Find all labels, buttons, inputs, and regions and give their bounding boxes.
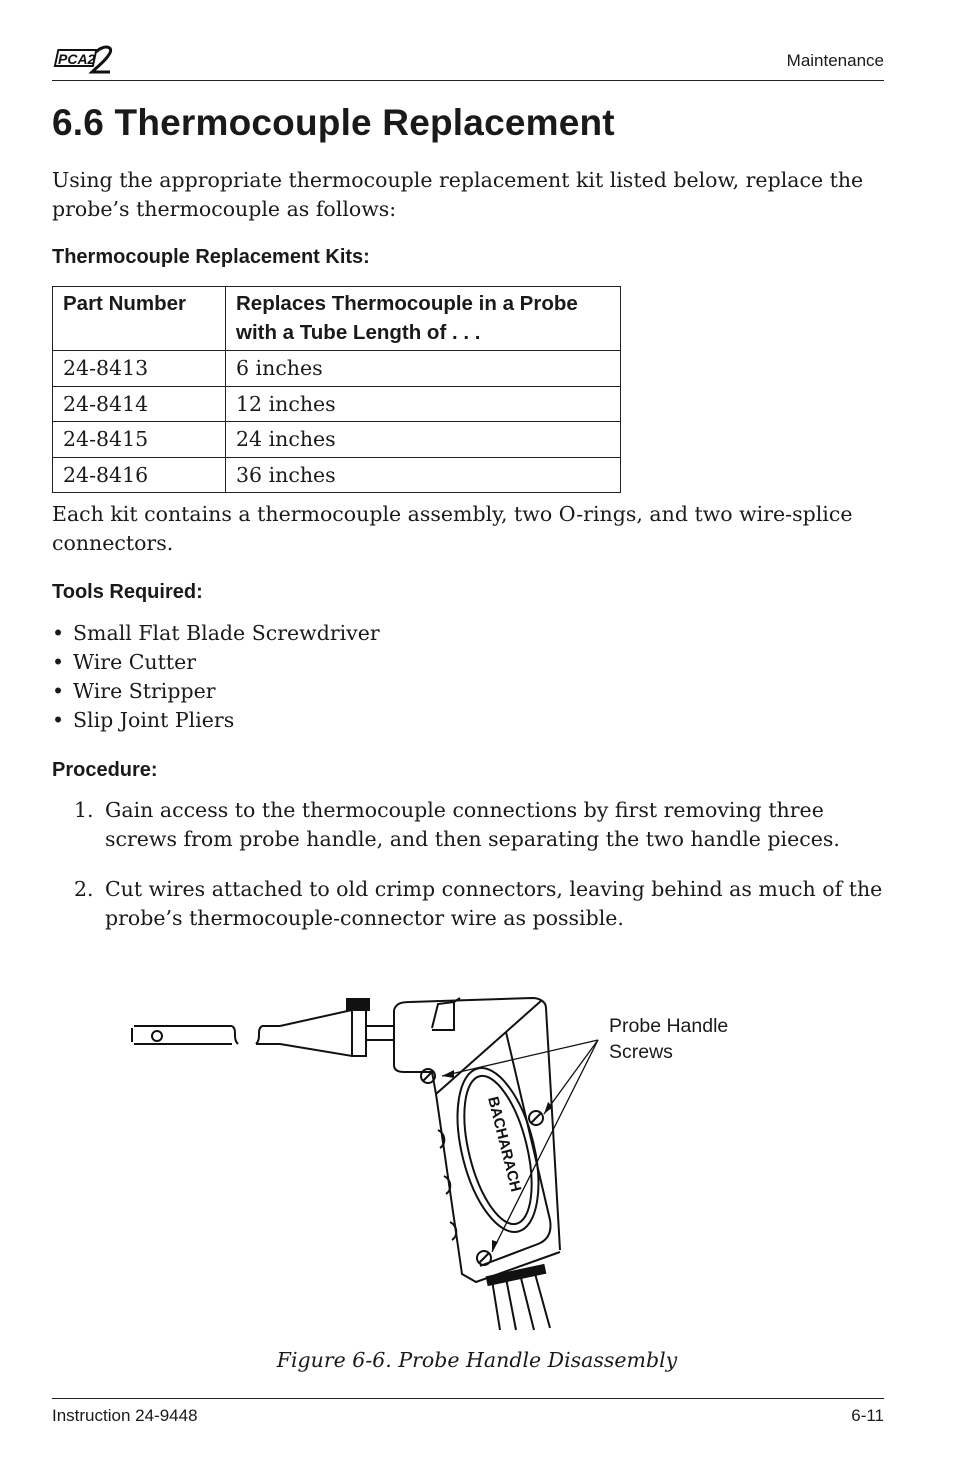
table-row: [53, 422, 621, 458]
tools-list: [52, 619, 380, 735]
pca2-logo: [52, 42, 116, 81]
kits-table: [52, 286, 621, 493]
probe-handle-screws-label: [609, 1013, 728, 1065]
tool-label: Small Flat Blade Screwdriver: [73, 621, 380, 645]
page-number: 6-11: [851, 1406, 884, 1425]
tool-label: Slip Joint Pliers: [73, 708, 235, 732]
part-number-cell: 24-8415: [53, 422, 226, 458]
kit-contents-note: Each kit contains a thermocouple assembly, two O-rings, and two wire-splice connectors.: [52, 502, 853, 555]
intro-paragraph: Using the appropriate thermocouple replacement kit listed below, replace the probe’s thermocouple as follows:: [52, 168, 864, 221]
tool-label: Wire Cutter: [73, 650, 197, 674]
procedure-steps: [52, 796, 892, 954]
list-item: [52, 648, 380, 677]
list-item: [52, 677, 380, 706]
bullet: •: [52, 621, 65, 645]
list-item: [52, 619, 380, 648]
brand-lettering: BACHARACH: [484, 1094, 525, 1194]
procedure-step: [52, 875, 892, 932]
part-number-cell: 24-8416: [53, 457, 226, 493]
procedure-heading: Procedure:: [52, 759, 158, 781]
tube-length-cell: 24 inches: [226, 422, 621, 458]
part-number-cell: 24-8413: [53, 351, 226, 387]
page-title: 6.6 Thermocouple Replacement: [52, 102, 615, 143]
callout-line: Screws: [609, 1041, 673, 1063]
tube-length-cell: 36 inches: [226, 457, 621, 493]
step-number: 2.: [74, 877, 94, 901]
page-header: [52, 40, 884, 81]
column-header: Part Number: [53, 287, 226, 351]
callout-line: Probe Handle: [609, 1015, 729, 1037]
table-row: [53, 457, 621, 493]
step-text: Gain access to the thermocouple connections by first removing three screws from probe handle, and then separating the two handle pieces.: [105, 798, 840, 851]
bullet: •: [52, 650, 65, 674]
tube-length-cell: 6 inches: [226, 351, 621, 387]
table-header-row: [53, 287, 621, 351]
bullet: •: [52, 708, 65, 732]
svg-text:PCA2: PCA2: [58, 51, 96, 67]
step-text: Cut wires attached to old crimp connectors, leaving behind as much of the probe’s thermocouple-connector wire as possible.: [105, 877, 883, 930]
page-footer: [52, 1398, 884, 1425]
instruction-number: Instruction 24-9448: [52, 1406, 198, 1425]
kits-heading: Thermocouple Replacement Kits:: [52, 246, 370, 268]
tool-label: Wire Stripper: [73, 679, 216, 703]
bullet: •: [52, 679, 65, 703]
step-number: 1.: [74, 798, 94, 822]
procedure-step: [52, 796, 892, 853]
section-name: Maintenance: [786, 51, 884, 70]
list-item: [52, 706, 380, 735]
tools-heading: Tools Required:: [52, 581, 203, 603]
column-header: Replaces Thermocouple in a Probe with a Tube Length of . . .: [226, 287, 621, 351]
figure-caption: Figure 6-6. Probe Handle Disassembly: [276, 1348, 678, 1372]
table-row: [53, 386, 621, 422]
table-row: [53, 351, 621, 387]
tube-length-cell: 12 inches: [226, 386, 621, 422]
part-number-cell: 24-8414: [53, 386, 226, 422]
